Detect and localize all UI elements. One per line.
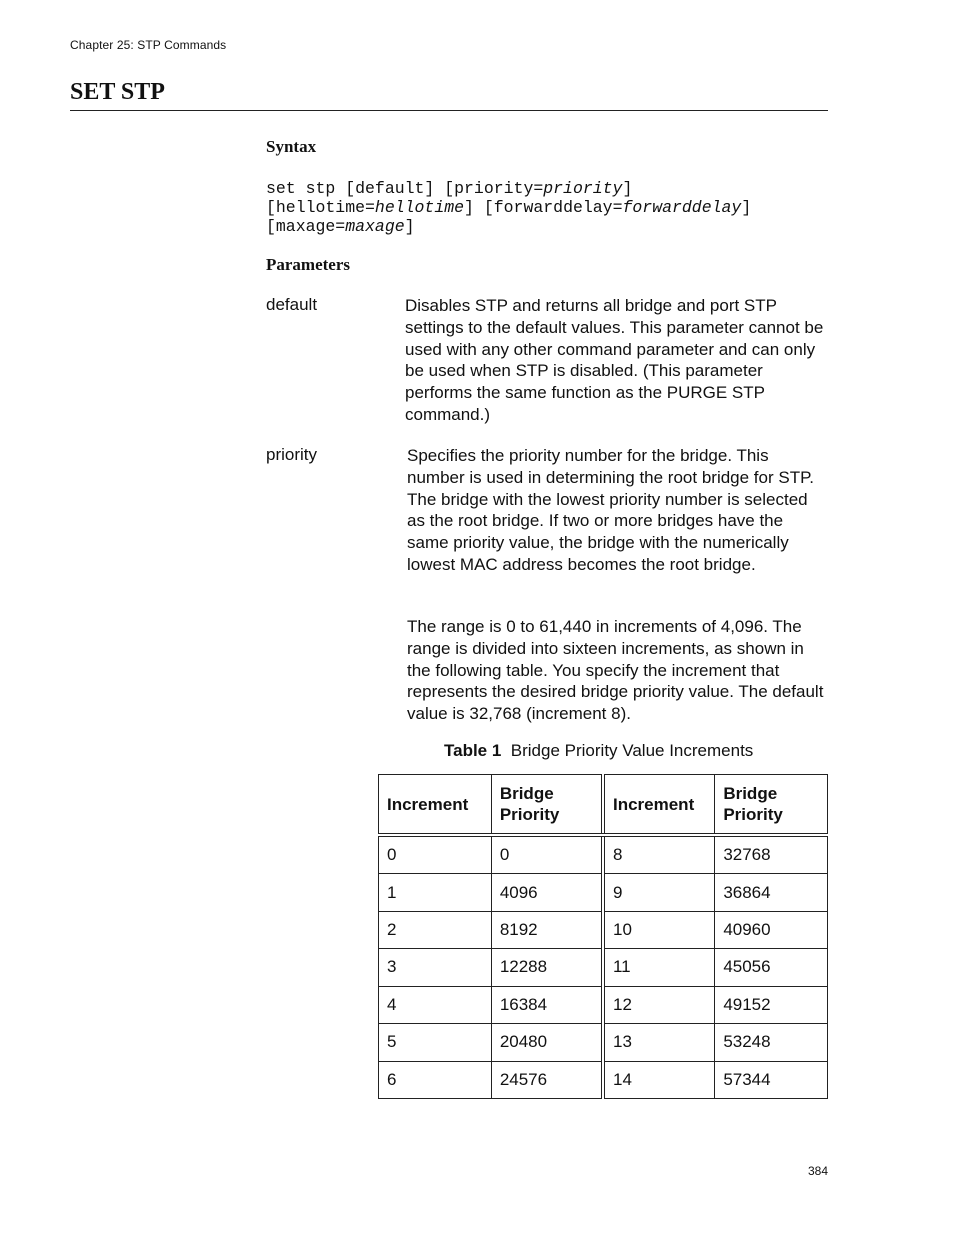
table-cell: 6 [379,1061,492,1098]
table-cell: 24576 [491,1061,603,1098]
header-increment: Increment [603,775,715,836]
table-row [379,1061,828,1098]
syntax-text: ] [404,217,415,236]
table-row [379,986,828,1023]
syntax-text: ] [741,198,752,217]
syntax-line-3 [266,217,415,236]
syntax-line-1 [266,179,632,198]
table-row [379,835,828,874]
header-increment: Increment [379,775,492,836]
table-cell: 13 [603,1024,715,1061]
table-cell: 4 [379,986,492,1023]
syntax-text: [maxage= [266,217,346,236]
table-caption-label: Table 1 [444,741,502,760]
table-caption [444,741,753,761]
syntax-text: set stp [default] [priority= [266,179,544,198]
table-row [379,1024,828,1061]
table-cell: 12288 [491,949,603,986]
table-cell: 4096 [491,874,603,911]
table-cell: 12 [603,986,715,1023]
table-cell: 11 [603,949,715,986]
title-divider [70,110,828,111]
syntax-line-2 [266,198,751,217]
table-cell: 2 [379,911,492,948]
table-row [379,949,828,986]
table-row [379,911,828,948]
header-text: Bridge [499,784,554,803]
running-header: Chapter 25: STP Commands [70,38,227,52]
table-cell: 10 [603,911,715,948]
table-cell: 8 [603,835,715,874]
table-cell: 5 [379,1024,492,1061]
table-caption-text: Bridge Priority Value Increments [510,741,754,760]
syntax-variable: priority [543,179,623,198]
parameters-heading: Parameters [266,255,351,274]
table-cell: 45056 [715,949,828,986]
table-cell: 32768 [715,835,828,874]
syntax-heading: Syntax [266,137,317,156]
header-bridge-priority [491,775,603,836]
header-text: Bridge [723,784,778,803]
header-text: Priority [723,805,783,824]
param-default-description: Disables STP and returns all bridge and port STP settings to the default values. This parameter cannot be used with any other command parameter and can only be used when STP is disabled. (This parameter performs the same function as the PURGE STP command.) [405,296,824,424]
table-cell: 3 [379,949,492,986]
table-cell: 1 [379,874,492,911]
table-header-row [379,775,828,836]
table-cell: 20480 [491,1024,603,1061]
syntax-text: ] [622,179,633,198]
table-cell: 9 [603,874,715,911]
table-cell: 0 [491,835,603,874]
header-text: Priority [499,805,560,824]
param-priority-name: priority [266,445,318,464]
table-row [379,874,828,911]
table-cell: 53248 [715,1024,828,1061]
page-title: SET STP [70,79,165,105]
table-cell: 57344 [715,1061,828,1098]
syntax-variable: maxage [345,217,405,236]
param-priority-description: Specifies the priority number for the bridge. This number is used in determining the root bridge for STP. The bridge with the lowest priority number is selected as the root bridge. If two or more bridges have the same priority value, the bridge with the numerically lowest MAC address becomes the root bridge. [407,446,814,574]
param-default-name: default [266,295,318,314]
param-priority-range: The range is 0 to 61,440 in increments of 4,096. The range is divided into sixteen increments, as shown in the following table. You specify the increment that represents the desired bridge priority value. The default value is 32,768 (increment 8). [407,617,824,724]
syntax-variable: hellotime [374,198,465,217]
table-cell: 16384 [491,986,603,1023]
table-cell: 40960 [715,911,828,948]
header-bridge-priority [715,775,828,836]
priority-table [378,774,828,1099]
syntax-variable: forwarddelay [622,198,742,217]
table-cell: 0 [379,835,492,874]
table-cell: 36864 [715,874,828,911]
syntax-text: ] [forwarddelay= [464,198,623,217]
syntax-block [266,179,751,236]
table-cell: 49152 [715,986,828,1023]
table-cell: 8192 [491,911,603,948]
page-number: 384 [808,1164,829,1178]
table-cell: 14 [603,1061,715,1098]
syntax-text: [hellotime= [266,198,375,217]
